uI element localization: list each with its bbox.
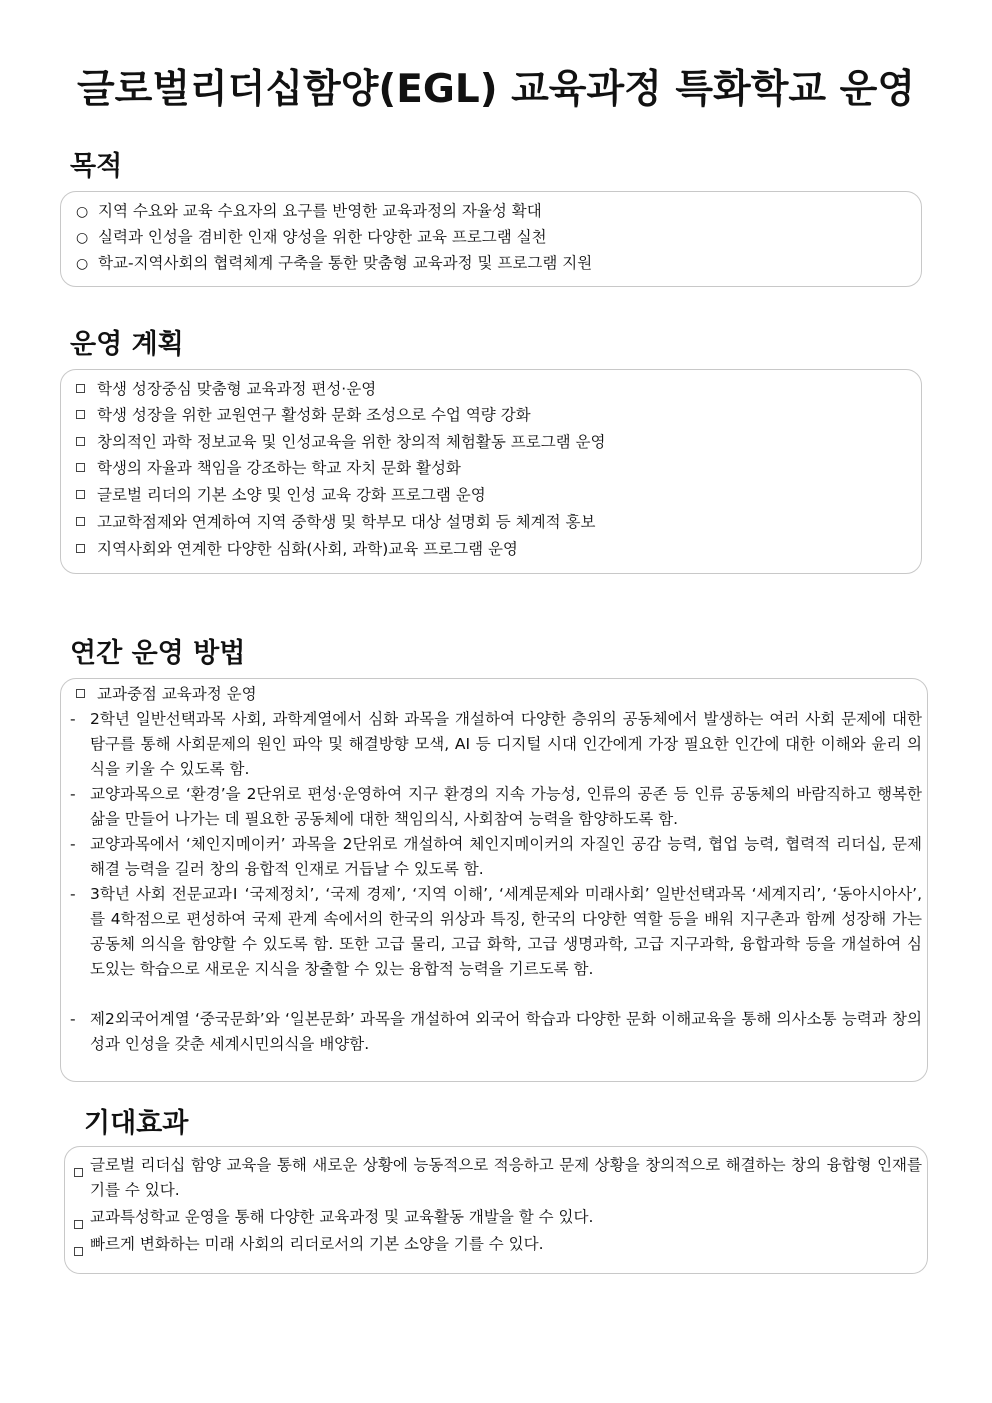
effect-item: 빠르게 변화하는 미래 사회의 리더로서의 기본 소양을 기를 수 있다. — [74, 1232, 922, 1257]
dash-bullet: - — [70, 885, 76, 903]
square-bullet-icon — [76, 517, 85, 526]
square-bullet-icon — [76, 384, 85, 393]
plan-heading: 운영 계획 — [70, 329, 184, 360]
method-paragraph: - 2학년 일반선택과목 사회, 과학계열에서 심화 과목을 개설하여 다양한 층위의 공동체에서 발생하는 여러 사회 문제에 대한 탐구를 통해 사회문제의 원인 파악 및 해결방향 모색, AI 등 디지털 시대 인간에게 가장 필요한 인간에 대한 이해와 윤리 의식을 키울 수 있도록 함. — [70, 707, 922, 782]
method-paragraph: - 교양과목으로 ‘환경’을 2단위로 편성·운영하여 지구 환경의 지속 가능성, 인류의 공존 등 인류 공동체의 바람직하고 행복한 삶을 만들어 나가는 데 필요한 공동체에 대한 책임의식, 사회참여 능력을 함양하도록 함. — [70, 782, 922, 832]
square-bullet-icon — [76, 490, 85, 499]
square-bullet-icon — [76, 463, 85, 472]
purpose-item: ○ 학교-지역사회의 협력체계 구축을 통한 맞춤형 교육과정 및 프로그램 지원 — [76, 250, 592, 277]
method-paragraph: - 3학년 사회 전문교과Ⅰ ‘국제정치’, ‘국제 경제’, ‘지역 이해’, ‘세계문제와 미래사회’ 일반선택과목 ‘세계지리’, ‘동아시아사’, 를 4학점으로 편성하여 국제 관계 속에서의 한국의 위상과 특징, 한국의 다양한 역할 등을 배워 지구촌과 함께 성장해 가는 공동체 의식을 함양할 수 있도록 함. 또한 고급 물리, 고급 화학, 고급 생명과학, 고급 지구과학, 융합과학 등을 개설하여 심도있는 학습으로 새로운 지식을 창출할 수 있는 융합적 능력을 기르도록 함. — [70, 882, 922, 982]
square-bullet-icon — [76, 544, 85, 553]
method-subheading: 교과중점 교육과정 운영 — [76, 681, 257, 707]
plan-item: 학생의 자율과 책임을 강조하는 학교 자치 문화 활성화 — [76, 455, 461, 481]
square-bullet-icon — [74, 1220, 83, 1229]
square-bullet-icon — [76, 689, 85, 698]
method-paragraph: - 제2외국어계열 ‘중국문화’와 ‘일본문화’ 과목을 개설하여 외국어 학습과 다양한 문화 이해교육을 통해 의사소통 능력과 창의성과 인성을 갖춘 세계시민의식을 배양함. — [70, 1007, 922, 1057]
dash-bullet: - — [70, 1010, 76, 1028]
effect-item: 글로벌 리더십 함양 교육을 통해 새로운 상황에 능동적으로 적응하고 문제 상황을 창의적으로 해결하는 창의 융합형 인재를 기를 수 있다. — [74, 1153, 922, 1203]
dash-bullet: - — [70, 835, 76, 853]
method-paragraph: - 교양과목에서 ‘체인지메이커’ 과목을 2단위로 개설하여 체인지메이커의 자질인 공감 능력, 협업 능력, 협력적 리더십, 문제해결 능력을 길러 창의 융합적 인재로 거듭날 수 있도록 함. — [70, 832, 922, 882]
plan-item: 창의적인 과학 정보교육 및 인성교육을 위한 창의적 체험활동 프로그램 운영 — [76, 429, 606, 455]
plan-item: 글로벌 리더의 기본 소양 및 인성 교육 강화 프로그램 운영 — [76, 482, 486, 508]
square-bullet-icon — [76, 410, 85, 419]
square-bullet-icon — [76, 437, 85, 446]
plan-item: 고교학점제와 연계하여 지역 중학생 및 학부모 대상 설명회 등 체계적 홍보 — [76, 509, 595, 535]
purpose-heading: 목적 — [70, 151, 123, 182]
plan-item: 학생 성장을 위한 교원연구 활성화 문화 조성으로 수업 역량 강화 — [76, 402, 531, 428]
circle-bullet-icon: ○ — [76, 256, 89, 272]
method-heading: 연간 운영 방법 — [70, 638, 246, 669]
square-bullet-icon — [74, 1168, 83, 1177]
purpose-item: ○ 실력과 인성을 겸비한 인재 양성을 위한 다양한 교육 프로그램 실천 — [76, 224, 547, 251]
effect-item: 교과특성학교 운영을 통해 다양한 교육과정 및 교육활동 개발을 할 수 있다. — [74, 1205, 922, 1230]
page-title: 글로벌리더십함양(EGL) 교육과정 특화학교 운영 — [76, 67, 916, 112]
circle-bullet-icon: ○ — [76, 230, 89, 246]
plan-item: 학생 성장중심 맞춤형 교육과정 편성·운영 — [76, 376, 376, 402]
dash-bullet: - — [70, 785, 76, 803]
square-bullet-icon — [74, 1247, 83, 1256]
effect-heading: 기대효과 — [84, 1108, 189, 1139]
purpose-item: ○ 지역 수요와 교육 수요자의 요구를 반영한 교육과정의 자율성 확대 — [76, 198, 542, 225]
dash-bullet: - — [70, 710, 76, 728]
plan-item: 지역사회와 연계한 다양한 심화(사회, 과학)교육 프로그램 운영 — [76, 536, 518, 562]
circle-bullet-icon: ○ — [76, 204, 89, 220]
